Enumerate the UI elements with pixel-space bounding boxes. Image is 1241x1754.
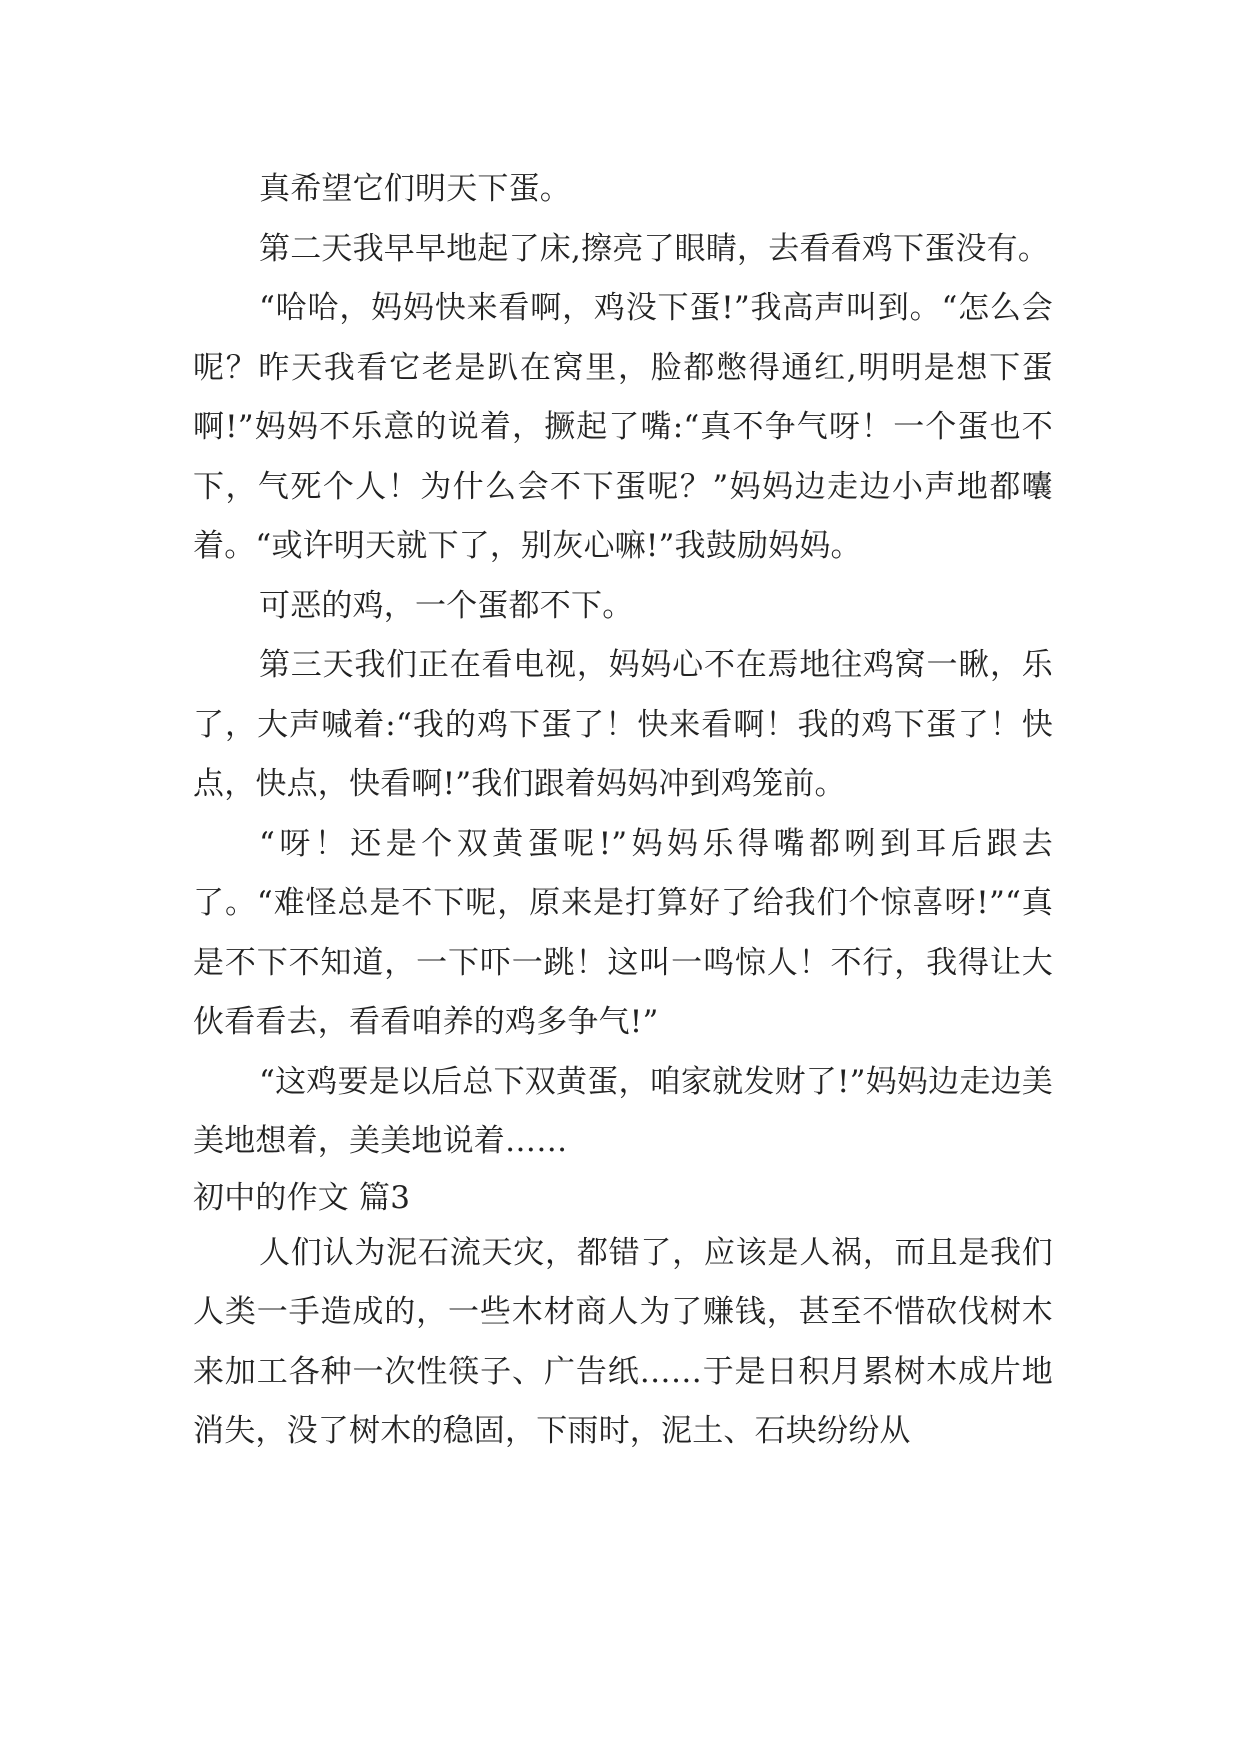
- paragraph: 第二天我早早地起了床,擦亮了眼睛，去看看鸡下蛋没有。: [259, 230, 1050, 267]
- paragraph: 第三天我们正在看电视，妈妈心不在焉地往鸡窝一瞅，乐了，大声喊着:“我的鸡下蛋了！快来看啊！我的鸡下蛋了！快点，快点，快看啊!”我们跟着妈妈冲到鸡笼前。: [193, 647, 1053, 802]
- paragraph: 人们认为泥石流天灾，都错了，应该是人祸，而且是我们人类一手造成的，一些木材商人为了赚钱，甚至不惜砍伐树木来加工各种一次性筷子、广告纸……于是日积月累树木成片地消失，没了树木的稳固，下雨时，泥土、石块纷纷从: [193, 1234, 1053, 1449]
- section-heading: 初中的作文 篇3: [193, 1179, 411, 1216]
- paragraph: 可恶的鸡，一个蛋都不下。: [259, 587, 634, 624]
- document-body: [193, 160, 1053, 1462]
- paragraph: “这鸡要是以后总下双黄蛋，咱家就发财了!”妈妈边走边美美地想着，美美地说着……: [193, 1063, 1053, 1159]
- paragraph: “呀！还是个双黄蛋呢!”妈妈乐得嘴都咧到耳后跟去了。“难怪总是不下呢，原来是打算好了给我们个惊喜呀!”“真是不下不知道，一下吓一跳！这叫一鸣惊人！不行，我得让大伙看看去，看看咱养的鸡多争气!”: [193, 825, 1053, 1040]
- paragraph: “哈哈，妈妈快来看啊，鸡没下蛋!”我高声叫到。“怎么会呢？昨天我看它老是趴在窝里，脸都憋得通红,明明是想下蛋啊!”妈妈不乐意的说着，撅起了嘴:“真不争气呀！一个蛋也不下，气死个人！为什么会不下蛋呢？”妈妈边走边小声地都囔着。“或许明天就下了，别灰心嘛!”我鼓励妈妈。: [193, 290, 1053, 564]
- paragraph: 真希望它们明天下蛋。: [259, 171, 571, 207]
